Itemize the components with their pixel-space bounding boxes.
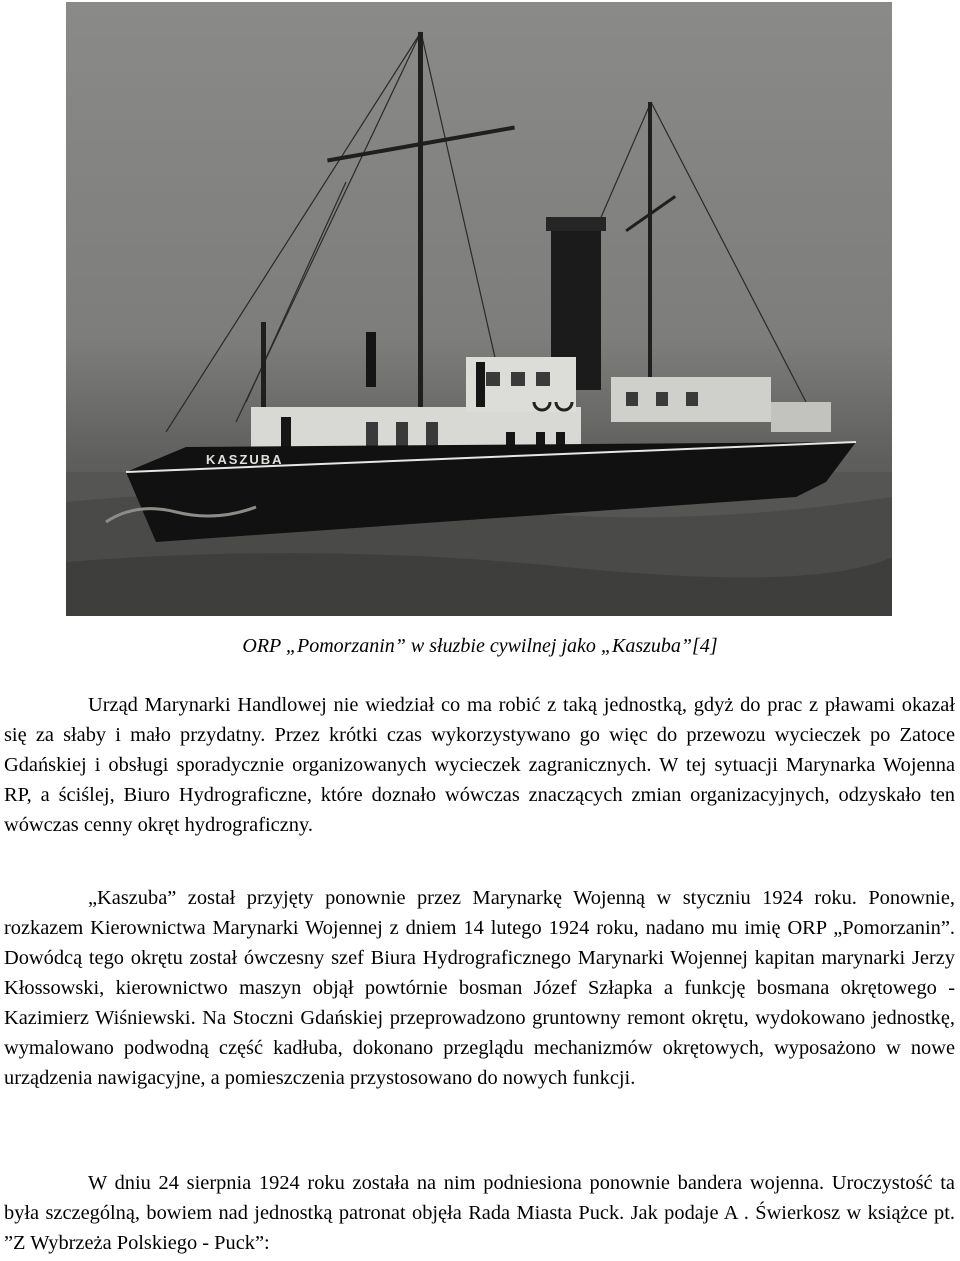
hull-name-text: KASZUBA xyxy=(206,452,284,467)
photo-caption: ORP „Pomorzanin” w słuzbie cywilnej jako „Kaszuba”[4] xyxy=(242,635,718,657)
paragraph-text: „Kaszuba” został przyjęty ponownie przez Marynarkę Wojenną w styczniu 1924 roku. Ponownie, rozkazem Kierownictwa Marynarki Wojennej z dniem 14 lutego 1924 roku, nadano mu imię ORP „Pomorzanin”. Dowódcą tego okrętu został ówczesny szef Biura Hydrograficznego Marynarki Wojennej kapitan marynarki Jerzy Kłossowski, kierownictwo maszyn objął powtórnie bosman Józef Szłapka a funkcję bosmana okrętowego - Kazimierz Wiśniewski. Na Stoczni Gdańskiej przeprowadzono gruntowny remont okrętu, wydokowano jednostkę, wymalowano podwodną część kadłuba, dokonano przeglądu mechanizmów okrętowych, wyposażono w nowe urządzenia nawigacyjne, a pomieszczenia przystosowano do nowych funkcji. xyxy=(4,887,955,1089)
paragraph xyxy=(4,1168,955,1258)
paragraph xyxy=(4,883,955,1093)
paragraph-text: W dniu 24 sierpnia 1924 roku została na nim podniesiona ponownie bandera wojenna. Uroczystość ta była szczególną, bowiem nad jednostką patronat objęła Rada Miasta Puck. Jak podaje A . Świerkosz w książce pt. ”Z Wybrzeża Polskiego - Puck”: xyxy=(4,1172,955,1254)
ship-illustration xyxy=(66,2,892,616)
ship-photo xyxy=(66,2,892,616)
paragraph xyxy=(4,690,955,840)
paragraph-text: Urząd Marynarki Handlowej nie wiedział co ma robić z taką jednostką, gdyż do prac z pławami okazał się za słaby i mało przydatny. Przez krótki czas wykorzystywano go więc do przewozu wycieczek po Zatoce Gdańskiej i obsługi sporadycznie organizowanych wycieczek zagranicznych. W tej sytuacji Marynarka Wojenna RP, a ściślej, Biuro Hydrograficzne, które doznało wówczas znaczących zmian organizacyjnych, odzyskało ten wówczas cenny okręt hydrograficzny. xyxy=(4,694,955,836)
